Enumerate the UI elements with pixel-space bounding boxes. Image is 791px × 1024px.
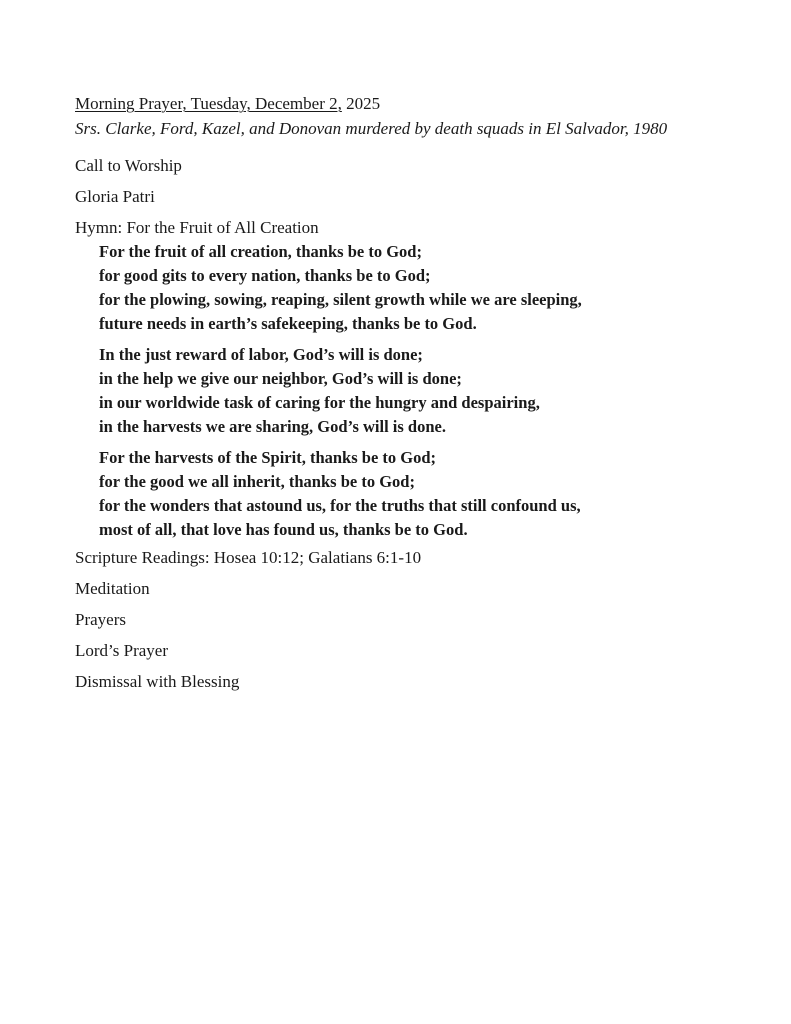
hymn-line: in our worldwide task of caring for the hungry and despairing,: [99, 393, 540, 412]
gloria-patri: Gloria Patri: [75, 187, 155, 206]
hymn-line: for the good we all inherit, thanks be to God;: [99, 472, 415, 491]
hymn-heading: Hymn: For the Fruit of All Creation: [75, 218, 319, 237]
hymn-line: For the fruit of all creation, thanks be to God;: [99, 242, 422, 261]
commemoration-line: Srs. Clarke, Ford, Kazel, and Donovan murdered by death squads in El Salvador, 1980: [75, 119, 668, 138]
call-to-worship: Call to Worship: [75, 156, 182, 175]
scripture-readings: Scripture Readings: Hosea 10:12; Galatians 6:1-10: [75, 548, 422, 567]
meditation: Meditation: [75, 579, 150, 598]
hymn-stanza-2: [99, 343, 765, 439]
hymn-line: for good gits to every nation, thanks be to God;: [99, 266, 431, 285]
title-year: 2025: [341, 94, 381, 113]
hymn-line: in the harvests we are sharing, God’s will is done.: [99, 417, 446, 436]
document-page: [75, 92, 765, 694]
hymn-line: For the harvests of the Spirit, thanks be to God;: [99, 448, 437, 467]
title-date: Morning Prayer, Tuesday, December 2,: [75, 94, 342, 113]
dismissal-with-blessing: Dismissal with Blessing: [75, 672, 240, 691]
hymn-line: future needs in earth’s safekeeping, thanks be to God.: [99, 314, 477, 333]
hymn-line: in the help we give our neighbor, God’s will is done;: [99, 369, 462, 388]
hymn-line: for the plowing, sowing, reaping, silent growth while we are sleeping,: [99, 290, 582, 309]
lords-prayer: Lord’s Prayer: [75, 641, 169, 660]
hymn-stanza-3: [99, 446, 765, 542]
hymn-line: In the just reward of labor, God’s will is done;: [99, 345, 423, 364]
prayers: Prayers: [75, 610, 126, 629]
hymn-line: for the wonders that astound us, for the truths that still confound us,: [99, 496, 581, 515]
page-title: [75, 92, 765, 115]
hymn-stanza-1: [99, 240, 765, 336]
hymn-line: most of all, that love has found us, thanks be to God.: [99, 520, 468, 539]
